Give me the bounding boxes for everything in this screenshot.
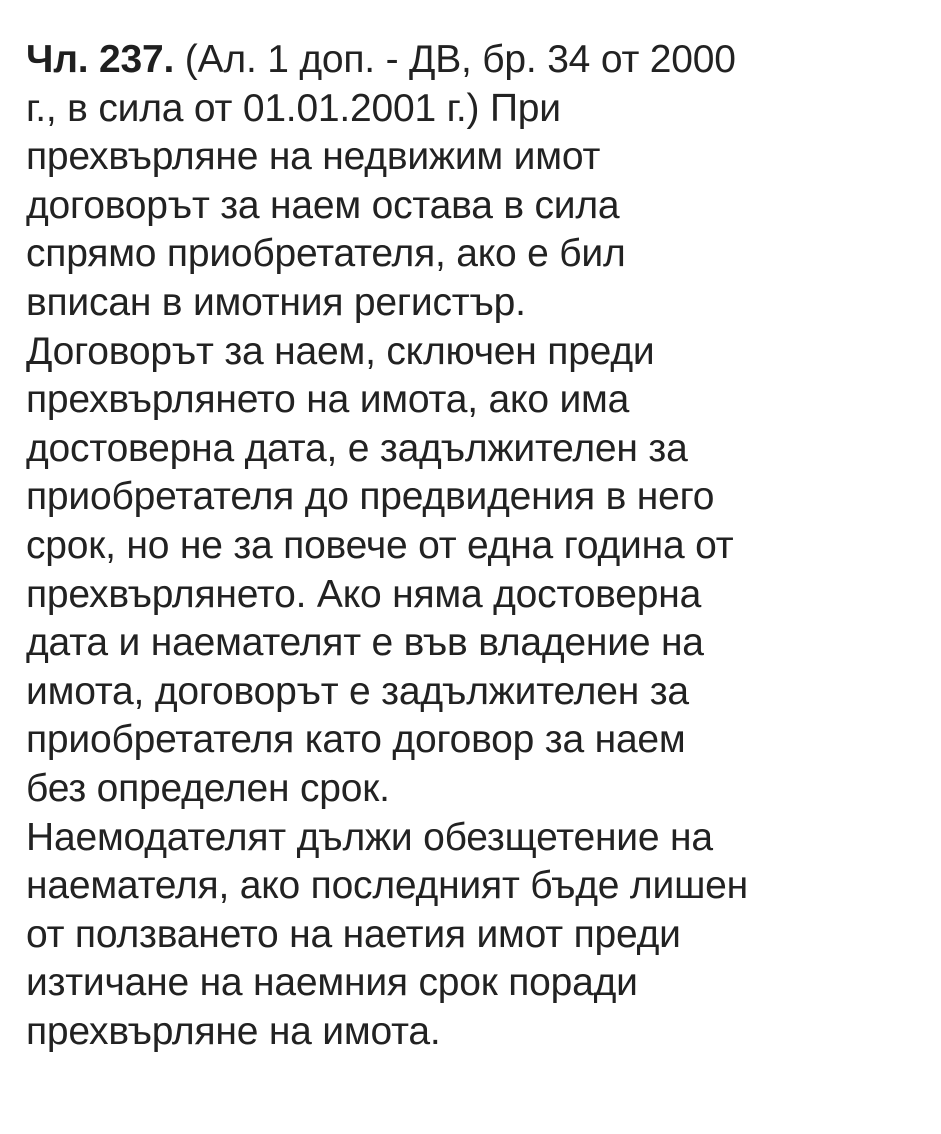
article-line-14: имота, договорът е задължителен за	[26, 669, 689, 713]
article-line-18: наемателя, ако последният бъде лишен	[26, 864, 748, 908]
article-number: Чл. 237.	[26, 38, 175, 81]
article-line-11: срок, но не за повече от една година от	[26, 523, 734, 567]
article-line-9: достоверна дата, е задължителен за	[26, 426, 688, 470]
article-line-2: г., в сила от 01.01.2001 г.) При	[26, 86, 561, 130]
article-line-20: изтичане на наемния срок поради	[26, 961, 638, 1005]
article-line-17: Наемодателят дължи обезщетение на	[26, 815, 713, 859]
article-line-8: прехвърлянето на имота, ако има	[26, 378, 630, 422]
article-line-1	[26, 36, 926, 85]
article-line-19: от ползването на наетия имот преди	[26, 912, 681, 956]
article-line-10: приобретателя до предвидения в него	[26, 475, 715, 519]
article-line-21: прехвърляне на имота.	[26, 1009, 441, 1053]
article-line-13: дата и наемателят е във владение на	[26, 621, 704, 665]
article-line-15: приобретателя като договор за наем	[26, 718, 686, 762]
article-line-16: без определен срок.	[26, 766, 390, 810]
article-line-6: вписан в имотния регистър.	[26, 280, 526, 324]
article-line-12: прехвърлянето. Ако няма достоверна	[26, 572, 702, 616]
article-text: (Ал. 1 доп. - ДВ, бр. 34 от 2000	[174, 38, 736, 81]
article-line-4: договорът за наем остава в сила	[26, 183, 620, 227]
article-line-3: прехвърляне на недвижим имот	[26, 135, 601, 179]
legal-article	[26, 36, 926, 1056]
article-line-7: Договорът за наем, сключен преди	[26, 329, 655, 373]
article-line-5: спрямо приобретателя, ако е бил	[26, 232, 626, 276]
